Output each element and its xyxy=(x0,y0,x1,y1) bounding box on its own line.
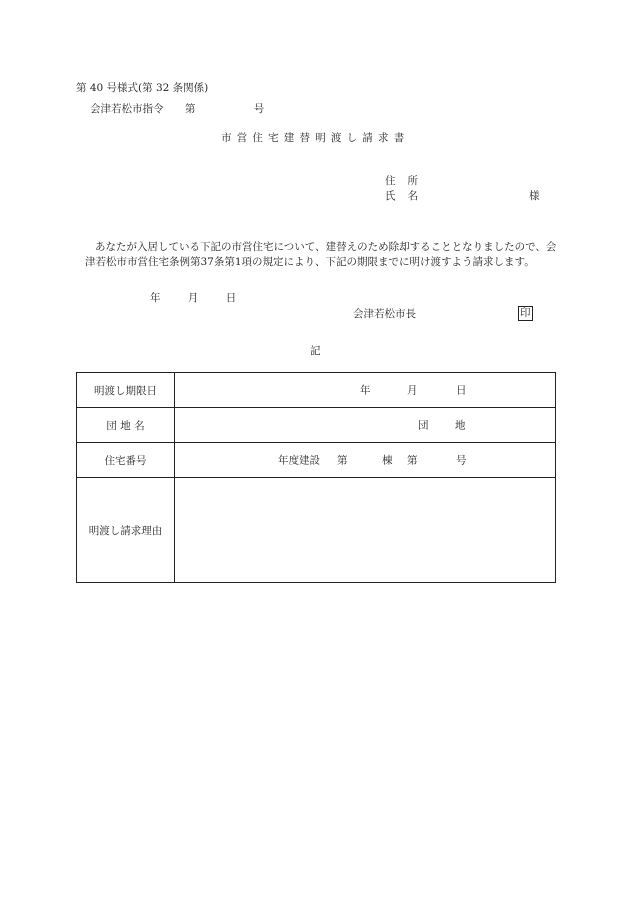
deadline-day: 日 xyxy=(456,384,467,397)
mayor-title: 会津若松市長 xyxy=(353,308,416,320)
deadline-value-cell xyxy=(175,373,556,408)
complex-name-label: 団 地 名 xyxy=(77,408,175,443)
seal-mark: 印 xyxy=(520,307,531,319)
form-number: 第 40 号様式(第 32 条関係) xyxy=(76,82,209,94)
house-dai-2: 第 xyxy=(407,454,418,467)
table-row xyxy=(77,443,556,478)
document-title: 市営住宅建替明渡し請求書 xyxy=(221,132,410,144)
address-label: 住所 xyxy=(385,175,430,187)
date-day: 日 xyxy=(225,292,237,304)
complex-name-cell xyxy=(175,408,556,443)
house-go: 号 xyxy=(456,454,467,467)
ki-heading: 記 xyxy=(310,345,321,357)
details-table xyxy=(76,372,556,583)
request-body-text: あなたが入居している下記の市営住宅について、建替えのため除却することとなりましたので、会津若松市市営住宅条例第37条第1項の規定により、下記の期限までに明け渡すよう請求します。 xyxy=(85,241,557,268)
table-row xyxy=(77,408,556,443)
house-number-cell xyxy=(175,443,556,478)
number-go: 号 xyxy=(253,103,265,115)
complex-chi: 地 xyxy=(455,419,466,432)
deadline-month: 月 xyxy=(407,384,418,397)
deadline-label: 明渡し期限日 xyxy=(77,373,175,408)
issuance-number-line xyxy=(90,104,264,115)
complex-dan: 団 xyxy=(418,419,429,432)
house-number-label: 住宅番号 xyxy=(77,443,175,478)
name-label: 氏名 xyxy=(385,190,430,202)
house-built-year: 年度建設 xyxy=(278,454,320,467)
house-dai: 第 xyxy=(337,454,348,467)
date-year: 年 xyxy=(150,292,161,304)
honorific-sama: 様 xyxy=(529,190,540,202)
house-mune: 棟 xyxy=(382,454,393,467)
reason-cell xyxy=(175,478,556,583)
table-row xyxy=(77,478,556,583)
table-row xyxy=(77,373,556,408)
reason-label: 明渡し請求理由 xyxy=(77,478,175,583)
issue-date xyxy=(150,293,236,304)
deadline-year: 年 xyxy=(360,384,371,397)
issuer-label: 会津若松市指令 xyxy=(90,103,164,115)
date-month: 月 xyxy=(187,292,199,304)
number-dai: 第 xyxy=(184,103,196,115)
